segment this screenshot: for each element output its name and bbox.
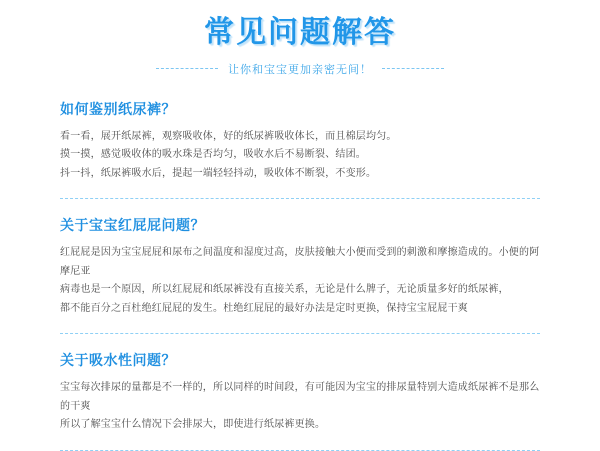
section-divider	[60, 333, 540, 334]
faq-answer	[60, 379, 540, 435]
faq-answer	[60, 244, 540, 318]
faq-question: 关于宝宝红屁屁问题？	[60, 217, 205, 233]
faq-answer-line: 红屁屁是因为宝宝屁屁和尿布之间温度和湿度过高，皮肤接触大小便而受到的刺激和摩擦造成的。小便的阿摩尼亚	[60, 247, 540, 277]
faq-list	[0, 99, 600, 451]
faq-item	[60, 350, 540, 435]
faq-answer-line: 宝宝每次排尿的量都是不一样的，所以同样的时间段，有可能因为宝宝的排尿量特别大造成纸尿裤不是那么的干爽	[60, 382, 540, 412]
faq-answer-line: 看一看，展开纸尿裤，观察吸收体，好的纸尿裤吸收体长，而且棉层均匀。	[60, 130, 397, 142]
faq-answer	[60, 128, 540, 184]
page-title: 常见问题解答	[204, 16, 396, 49]
subtitle-left-rule	[156, 68, 218, 69]
faq-answer-line: 抖一抖，纸尿裤吸水后，提起一端轻轻抖动，吸收体不断裂，不变形。	[60, 167, 377, 179]
faq-question: 如何鉴别纸尿裤？	[60, 100, 176, 117]
subtitle-right-rule	[382, 68, 444, 69]
page-subtitle: 让你和宝宝更加亲密无间！	[228, 63, 372, 76]
faq-answer-line: 摸一摸，感觉吸收体的吸水珠是否均匀，吸收水后不易断裂、结团。	[60, 149, 366, 160]
section-divider	[60, 198, 540, 199]
section-divider	[60, 450, 540, 451]
faq-item	[60, 215, 540, 318]
faq-answer-line: 病毒也是一个原因，所以红屁屁和纸尿裤没有直接关系，无论是什么牌子，无论质量多好的纸尿裤，	[60, 284, 509, 295]
faq-question: 关于吸水性问题？	[60, 352, 176, 368]
faq-item	[60, 99, 540, 184]
subtitle-row	[0, 61, 600, 77]
faq-answer-line: 所以了解宝宝什么情况下会排尿大，即使进行纸尿裤更换。	[60, 419, 326, 430]
page-header	[0, 0, 600, 77]
faq-answer-line: 都不能百分之百杜绝红屁屁的发生。杜绝红屁屁的最好办法是定时更换，保持宝宝屁屁干爽	[60, 302, 468, 314]
